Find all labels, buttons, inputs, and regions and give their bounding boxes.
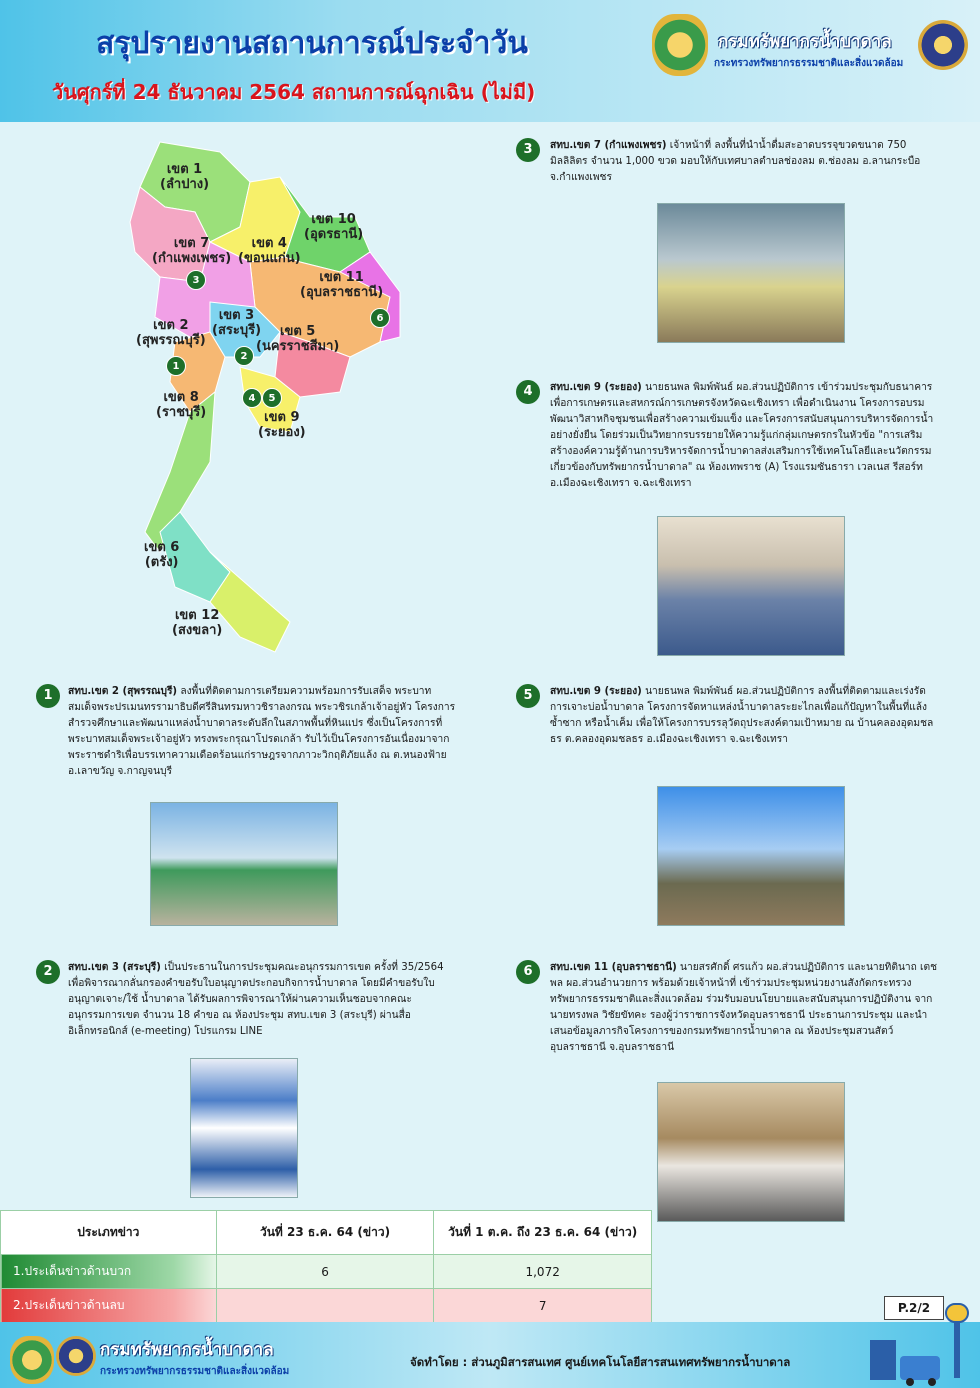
map-zone-label: เขต 4 (ขอนแก่น): [238, 236, 301, 266]
department-seal-icon: [56, 1336, 96, 1376]
map-pin: 6: [370, 308, 390, 328]
page-title: สรุปรายงานสถานการณ์ประจำวัน: [96, 26, 528, 61]
page-number: P.2/2: [884, 1296, 944, 1320]
map-zone-label: เขต 12 (สงขลา): [172, 608, 223, 638]
thailand-zone-map: [100, 132, 410, 662]
drilling-rig-icon: [850, 1300, 976, 1386]
news-item: สทบ.เขต 3 (สระบุรี) เป็นประธานในการประชุมคณะอนุกรรมการเขต ครั้งที่ 35/2564 เพื่อพิจารณากลั่นกรองคำขอรับใบอนุญาตประกอบกิจการน้ำบาดาล โดยมีคำขอรับใบอนุญาตเจาะ/ใช้ น้ำบาดาล ได้รับผลการพิจารณาให้ผ่านความเห็นชอบจากคณะอนุกรรมการเขต จำนวน 18 คำขอ ณ ห้องประชุม สทบ.เขต 3 (สระบุรี) ผ่านสื่ออิเล็กทรอนิกส์ (e-meeting) โปรแกรม LINE: [68, 962, 444, 1037]
table-header-row: [1, 1211, 652, 1255]
news-photo: [657, 203, 845, 343]
news-item: สทบ.เขต 7 (กำแพงเพชร) เจ้าหน้าที่ ลงพื้นที่นำน้ำดื่มสะอาดบรรจุขวดขนาด 750 มิลลิลิตร จำนวน 1,000 ขวด มอบให้กับเทศบาลตำบลช่องลม ต.ช่องลม อ.ลานกระบือ จ.กำแพงเพชร: [550, 140, 921, 183]
news-number-badge: 6: [516, 960, 540, 984]
table-row: [1, 1289, 652, 1323]
department-seal-icon: [918, 20, 968, 70]
map-pin: 4: [242, 388, 262, 408]
map-zone-label: เขต 7 (กำแพงเพชร): [152, 236, 232, 266]
map-pin: 2: [234, 346, 254, 366]
org-ministry: กระทรวงทรัพยากรธรรมชาติและสิ่งแวดล้อม: [714, 58, 904, 69]
map-pin: 5: [262, 388, 282, 408]
footer-credit: จัดทำโดย : ส่วนภูมิสารสนเทศ ศูนย์เทคโนโลยีสารสนเทศทรัพยากรน้ำบาดาล: [410, 1355, 791, 1369]
table-cell: 1,072: [434, 1255, 652, 1289]
column-header: ประเภทข่าว: [1, 1211, 217, 1255]
news-item: สทบ.เขต 9 (ระยอง) นายธนพล พิมพ์พันธ์ ผอ.ส่วนปฏิบัติการ เข้าร่วมประชุมกับธนาคารเพื่อการเกษตรและสหกรณ์การเกษตรจังหวัดฉะเชิงเทรา เพื่อดำเนินงาน โครงการอบรมพัฒนาวิสาหกิจชุมชนเพื่อสร้างความเข้มแข็ง และโครงการสนับสนุนการบริหารจัดการน้ำอย่างยั่งยืน โดยร่วมเป็นวิทยากรบรรยายให้ความรู้แก่กลุ่มเกษตรกรในหัวข้อ "การเสริมสร้างองค์ความรู้ด้านการบริหารจัดการน้ำบาดาลส่งเสริมการใช้เทคโนโลยีและนวัตกรรมเกี่ยวข้องกับทรัพยากรน้ำบาดาล" ณ ห้องเทพราช (A) โรงแรมซันธารา เวลเนส รีสอร์ท อ.เมืองฉะเชิงเทรา จ.ฉะเชิงเทรา: [550, 382, 934, 489]
footer-org-name: กรมทรัพยากรน้ำบาดาล: [100, 1340, 274, 1360]
news-photo: [657, 516, 845, 656]
map-zone-label: เขต 9 (ระยอง): [258, 410, 306, 440]
map-zone-label: เขต 2 (สุพรรณบุรี): [136, 318, 206, 348]
news-number-badge: 4: [516, 380, 540, 404]
table-cell: 7: [434, 1289, 652, 1323]
news-number-badge: 1: [36, 684, 60, 708]
footer-org-ministry: กระทรวงทรัพยากรธรรมชาติและสิ่งแวดล้อม: [100, 1366, 290, 1377]
news-photo: [657, 1082, 845, 1222]
page-subtitle: วันศุกร์ที่ 24 ธันวาคม 2564 สถานการณ์ฉุกเฉิน (ไม่มี): [52, 80, 536, 104]
map-zone-label: เขต 6 (ตรัง): [144, 540, 180, 570]
map-zone-label: เขต 8 (ราชบุรี): [156, 390, 207, 420]
news-photo: [150, 802, 338, 926]
row-label: 2.ประเด็นข่าวด้านลบ: [1, 1289, 217, 1323]
ministry-seal-icon: [10, 1336, 54, 1384]
map-pin: 1: [166, 356, 186, 376]
column-header: วันที่ 1 ต.ค. ถึง 23 ธ.ค. 64 (ข่าว): [434, 1211, 652, 1255]
news-photo: [190, 1058, 298, 1198]
ministry-seal-icon: [652, 14, 708, 76]
news-stats-table: [0, 1210, 652, 1323]
news-number-badge: 3: [516, 138, 540, 162]
news-item: สทบ.เขต 2 (สุพรรณบุรี) ลงพื้นที่ติดตามการเตรียมความพร้อมการรับเสด็จ พระบาทสมเด็จพระปรเมนทรรามาธิบดีศรีสินทรมหาวชิราลงกรณ พระวชิรเกล้าเจ้าอยู่หัว โครงการสำรวจศึกษาและพัฒนาแหล่งน้ำบาดาลระดับลึกในสภาพพื้นที่หินแปร ซึ่งเป็นโครงการที่พระบาทสมเด็จพระเจ้าอยู่หัว ทรงพระกรุณาโปรดเกล้า รับไว้เป็นโครงการอันเนื่องมาจากพระราชดำริเพื่อบรรเทาความเดือดร้อนแก่ราษฎรจากภาวะวิกฤติภัยแล้ง ณ ต.หนองฟ้าย อ.เลาขวัญ จ.กาญจนบุรี: [68, 686, 456, 777]
org-name: กรมทรัพยากรน้ำบาดาล: [718, 32, 892, 52]
column-header: วันที่ 23 ธ.ค. 64 (ข่าว): [216, 1211, 434, 1255]
news-item: สทบ.เขต 9 (ระยอง) นายธนพล พิมพ์พันธ์ ผอ.ส่วนปฏิบัติการ ลงพื้นที่ติดตามและเร่งรัดการเจาะบ่อน้ำบาดาล โครงการจัดหาแหล่งน้ำบาดาลระยะไกลเพื่อแก้ปัญหาในพื้นที่แล้งซ้ำซาก หรือน้ำเค็ม เพื่อให้โครงการบรรลุวัตถุประสงค์ตามเป้าหมาย ณ บ้านคลองอุดมชลธร ต.คลองอุดมชลธร อ.เมืองฉะเชิงเทรา จ.ฉะเชิงเทรา: [550, 686, 934, 745]
table-cell: [216, 1289, 434, 1323]
news-item: สทบ.เขต 11 (อุบลราชธานี) นายสรศักดิ์ ศรแก้ว ผอ.ส่วนปฏิบัติการ และนายทิตินาถ เตชพล ผอ.ส่วนอำนวยการ พร้อมด้วยเจ้าหน้าที่ เข้าร่วมประชุมหน่วยงานสังกัดกระทรวงทรัพยากรธรรมชาติและสิ่งแวดล้อม ร่วมรับมอบนโยบายและสนับสนุนการปฏิบัติงาน จาก นายทรงพล วิชัยขัทคะ รองผู้ว่าราชการจังหวัดอุบลราชธานี ประธานการประชุม และนำเสนอข้อมูลภารกิจโครงการของกรมทรัพยากรน้ำบาดาล ณ ห้องประชุมสวนสัตว์อุบลราชธานี จ.อุบลราชธานี: [550, 962, 938, 1053]
map-pin: 3: [186, 270, 206, 290]
map-zone-label: เขต 10 (อุดรธานี): [304, 212, 364, 242]
map-zone-label: เขต 1 (ลำปาง): [160, 162, 210, 192]
news-number-badge: 5: [516, 684, 540, 708]
map-zone-label: เขต 3 (สระบุรี): [212, 308, 262, 338]
table-row: [1, 1255, 652, 1289]
news-photo: [657, 786, 845, 926]
news-number-badge: 2: [36, 960, 60, 984]
map-zone-label: เขต 11 (อุบลราชธานี): [300, 270, 384, 300]
table-cell: 6: [216, 1255, 434, 1289]
map-zone-label: เขต 5 (นครราชสีมา): [256, 324, 340, 354]
row-label: 1.ประเด็นข่าวด้านบวก: [1, 1255, 217, 1289]
